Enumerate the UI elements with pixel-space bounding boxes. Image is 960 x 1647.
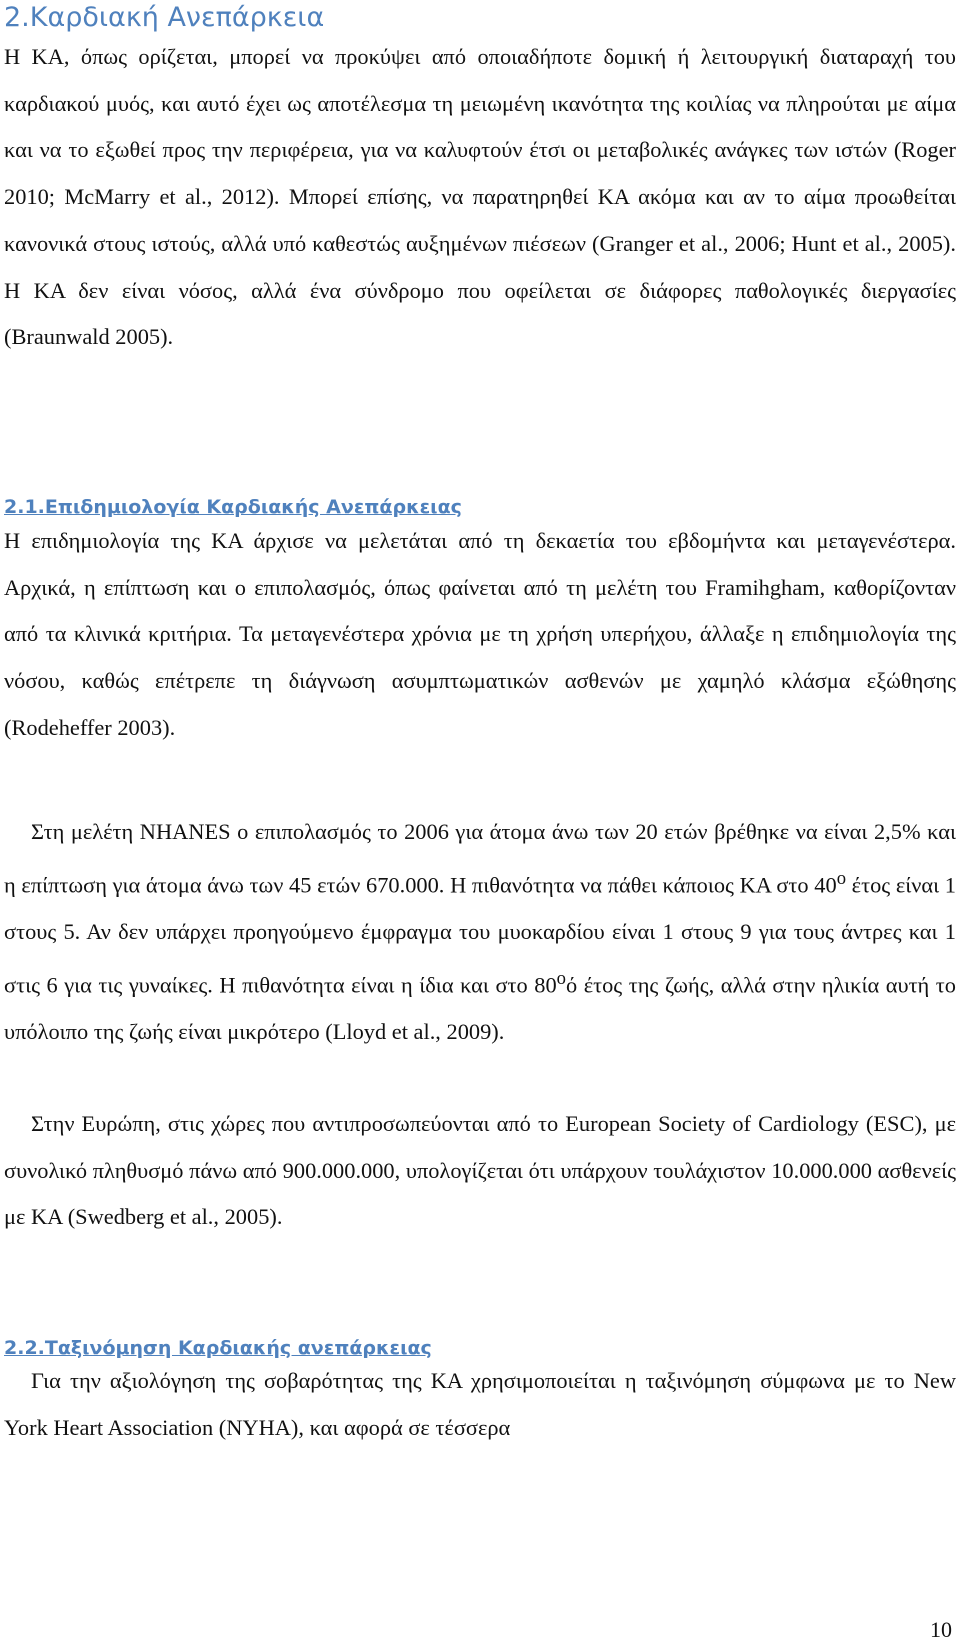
epidemiology-paragraph-2 [4, 809, 956, 1055]
epidemiology-paragraph-1: Η επιδημιολογία της ΚΑ άρχισε να μελετάται από τη δεκαετία του εβδομήντα και μεταγενέστερα. Αρχικά, η επίπτωση και ο επιπολασμός, όπως φαίνεται από τη μελέτη του Framihgham, καθορίζονταν από τα κλινικά κριτήρια. Τα μεταγενέστερα χρόνια με τη χρήση υπερήχου, άλλαξε η επιδημιολογία της νόσου, καθώς επέτρεπε τη διάγνωση ασυμπτωματικών ασθενών με χαμηλό κλάσμα εξώθησης (Rodeheffer 2003). [4, 528, 956, 740]
page-number: 10 [930, 1617, 952, 1642]
paragraph-2-part-b: έτος είναι 1 στους 5. Αν δεν υπάρχει προηγούμενο έμφραγμα του μυοκαρδίου είναι 1 στους 9 για τους άντρες και 1 στις 6 για τις γυναίκες. Η πιθανότητα είναι η ίδια και στο 80 [4, 872, 956, 998]
epidemiology-paragraph-3: Στην Ευρώπη, στις χώρες που αντιπροσωπεύονται από το European Society of Cardiology (ESC), με συνολικό πληθυσμό πάνω από 900.000.000, υπολογίζεται ότι υπάρχουν τουλάχιστον 10.000.000 ασθενείς με ΚΑ (Swedberg et al., 2005). [4, 1111, 956, 1230]
paragraph-2-part-c: ό έτος της ζωής, αλλά στην ηλικία αυτή το υπόλοιπο της ζωής είναι μικρότερο (Lloyd et al., 2009). [4, 972, 956, 1044]
section-title: 2.Καρδιακή Ανεπάρκεια [4, 2, 325, 33]
intro-paragraph: Η ΚΑ, όπως ορίζεται, μπορεί να προκύψει από οποιαδήποτε δομική ή λειτουργική διαταραχή του καρδιακού μυός, και αυτό έχει ως αποτέλεσμα τη μειωμένη ικανότητα της κοιλίας να πληρούται με αίμα και να το εξωθεί προς την περιφέρεια, για να καλυφτούν έτσι οι μεταβολικές ανάγκες των ιστών (Roger 2010; McMarry et al., 2012). Μπορεί επίσης, να παρατηρηθεί ΚΑ ακόμα και αν το αίμα προωθείται κανονικά στους ιστούς, αλλά υπό καθεστώς αυξημένων πιέσεων (Granger et al., 2006; Hunt et al., 2005). Η ΚΑ δεν είναι νόσος, αλλά ένα σύνδρομο που οφείλεται σε διάφορες παθολογικές διεργασίες (Braunwald 2005). [4, 44, 956, 350]
subsection-1-title: 2.1.Επιδημιολογία Καρδιακής Ανεπάρκειας [4, 496, 462, 518]
superscript-ordinal: ο [556, 967, 566, 989]
superscript-ordinal: ο [836, 867, 847, 889]
subsection-2-title: 2.2.Ταξινόμηση Καρδιακής ανεπάρκειας [4, 1337, 432, 1359]
paragraph-2-part-a: Στη μελέτη NHANES ο επιπολασμός το 2006 για άτομα άνω των 20 ετών βρέθηκε να είναι 2,5% και η επίπτωση για άτομα άνω των 45 ετών 670.000. Η πιθανότητα να πάθει κάποιος ΚΑ στο 40 [4, 819, 956, 898]
classification-paragraph-1: Για την αξιολόγηση της σοβαρότητας της ΚΑ χρησιμοποιείται η ταξινόμηση σύμφωνα με το New York Heart Association (NYHA), και αφορά σε τέσσερα [4, 1368, 956, 1440]
